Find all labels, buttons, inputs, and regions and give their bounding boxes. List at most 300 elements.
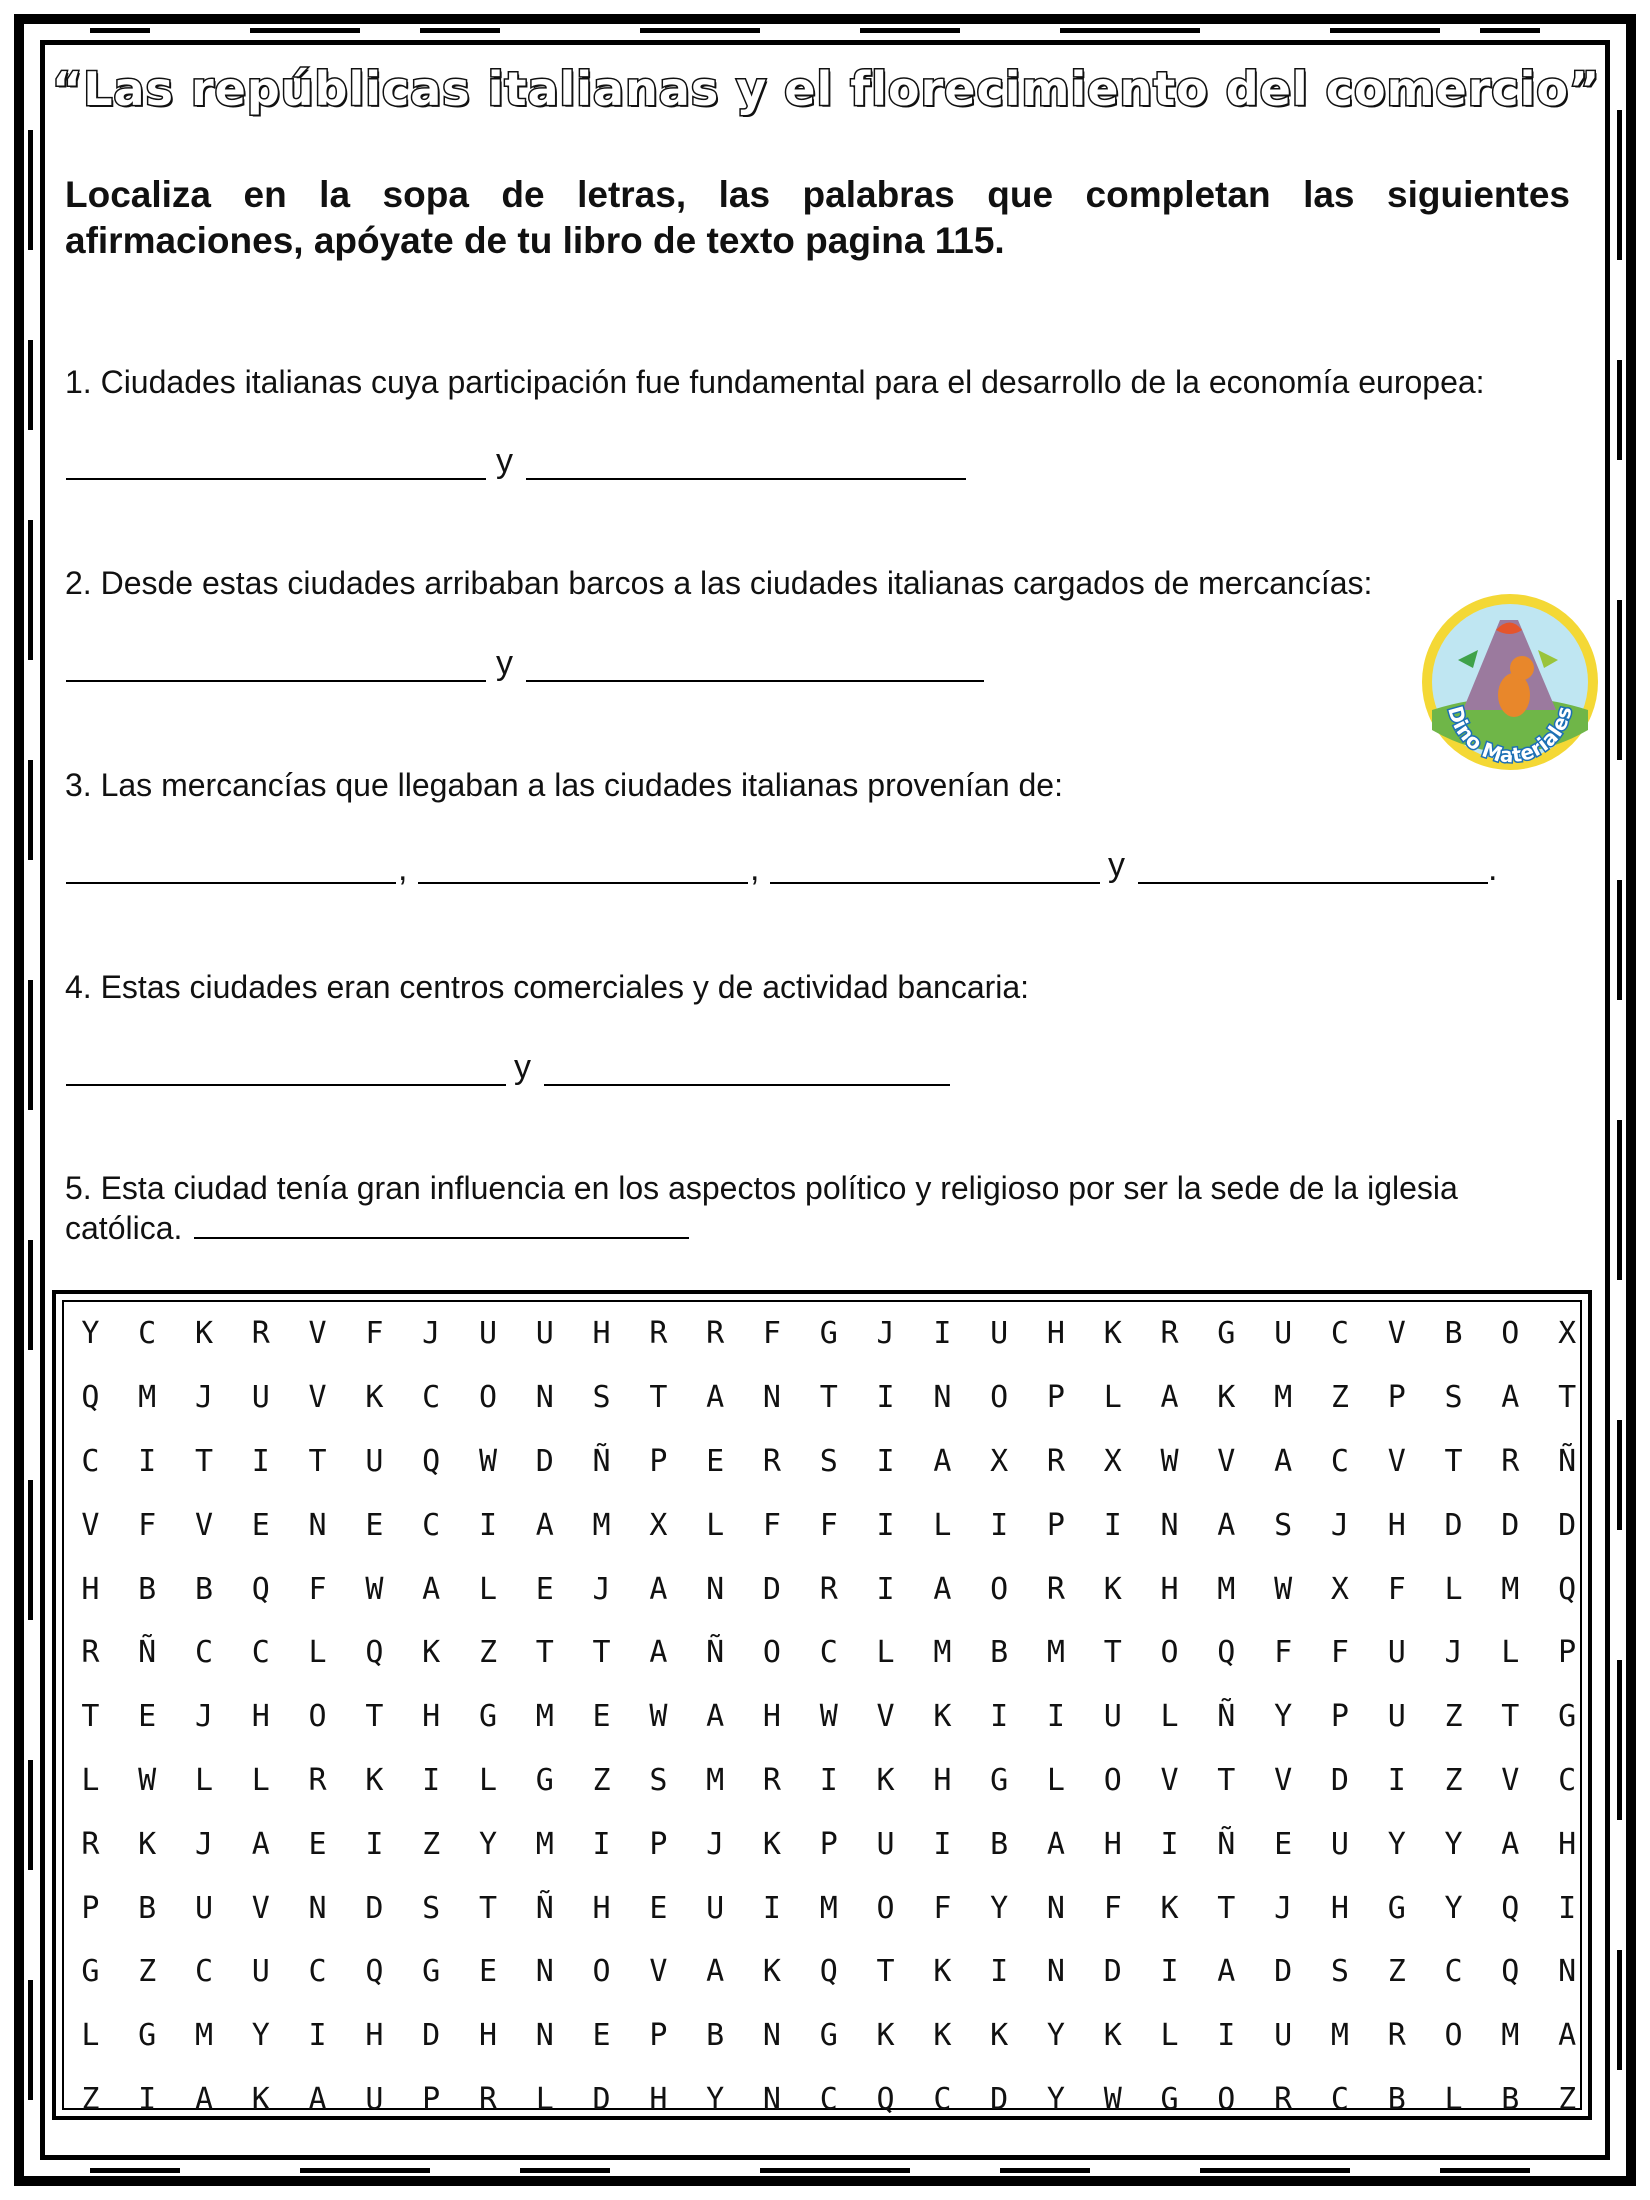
grid-letter[interactable]: R xyxy=(1501,1443,1520,1479)
grid-letter[interactable]: C xyxy=(933,2081,952,2117)
grid-letter[interactable]: H xyxy=(1103,1826,1122,1862)
grid-letter[interactable]: T xyxy=(535,1635,554,1671)
grid-letter[interactable]: U xyxy=(535,1316,554,1352)
grid-letter[interactable]: G xyxy=(990,1762,1009,1798)
grid-letter[interactable]: L xyxy=(478,1762,497,1798)
grid-letter[interactable]: P xyxy=(649,1826,668,1862)
grid-letter[interactable]: A xyxy=(649,1635,668,1671)
grid-letter[interactable]: R xyxy=(819,1571,838,1607)
grid-letter[interactable]: G xyxy=(478,1699,497,1735)
grid-letter[interactable]: V xyxy=(1217,1443,1236,1479)
grid-letter[interactable]: D xyxy=(762,1571,781,1607)
grid-letter[interactable]: V xyxy=(308,1316,327,1352)
grid-letter[interactable]: Q xyxy=(819,1954,838,1990)
grid-letter[interactable]: I xyxy=(876,1507,895,1543)
grid-letter[interactable]: T xyxy=(1217,1890,1236,1926)
grid-letter[interactable]: Z xyxy=(422,1826,441,1862)
grid-letter[interactable]: F xyxy=(138,1507,157,1543)
grid-letter[interactable]: C xyxy=(194,1635,214,1671)
grid-letter[interactable]: L xyxy=(1160,1699,1179,1735)
grid-letter[interactable]: S xyxy=(592,1380,611,1416)
grid-letter[interactable]: V xyxy=(649,1954,668,1990)
grid-letter[interactable]: T xyxy=(1103,1635,1122,1671)
grid-letter[interactable]: K xyxy=(933,2018,952,2054)
grid-letter[interactable]: M xyxy=(1501,1571,1520,1607)
grid-letter[interactable]: H xyxy=(933,1762,952,1798)
grid-letter[interactable]: T xyxy=(194,1443,214,1479)
grid-letter[interactable]: D xyxy=(1103,1954,1122,1990)
grid-letter[interactable]: A xyxy=(1274,1443,1293,1479)
grid-letter[interactable]: E xyxy=(138,1699,157,1735)
grid-letter[interactable]: C xyxy=(422,1380,441,1416)
grid-letter[interactable]: E xyxy=(251,1507,270,1543)
grid-letter[interactable]: U xyxy=(365,2081,384,2117)
grid-letter[interactable]: O xyxy=(308,1699,327,1735)
grid-letter[interactable]: G xyxy=(1387,1890,1406,1926)
grid-letter[interactable]: R xyxy=(762,1762,781,1798)
grid-letter[interactable]: D xyxy=(1274,1954,1293,1990)
grid-letter[interactable]: E xyxy=(308,1826,327,1862)
grid-letter[interactable]: O xyxy=(592,1954,611,1990)
grid-letter[interactable]: D xyxy=(422,2018,441,2054)
grid-letter[interactable]: H xyxy=(251,1699,270,1735)
grid-letter[interactable]: Y xyxy=(1046,2018,1065,2054)
grid-letter[interactable]: I xyxy=(1160,1826,1179,1862)
grid-letter[interactable]: L xyxy=(1501,1635,1520,1671)
grid-letter[interactable]: N xyxy=(535,1380,554,1416)
grid-letter[interactable]: Q xyxy=(1501,1890,1520,1926)
grid-letter[interactable]: T xyxy=(649,1380,668,1416)
grid-letter[interactable]: S xyxy=(1274,1507,1293,1543)
grid-letter[interactable]: Q xyxy=(1501,1954,1520,1990)
grid-letter[interactable]: I xyxy=(819,1762,838,1798)
grid-letter[interactable]: J xyxy=(194,1699,214,1735)
grid-letter[interactable]: I xyxy=(1558,1890,1577,1926)
answer-5-blank[interactable] xyxy=(194,1209,689,1239)
grid-letter[interactable]: X xyxy=(990,1443,1009,1479)
grid-letter[interactable]: U xyxy=(1387,1699,1406,1735)
grid-letter[interactable]: S xyxy=(649,1762,668,1798)
grid-letter[interactable]: H xyxy=(81,1571,100,1607)
grid-letter[interactable]: O xyxy=(478,1380,497,1416)
grid-letter[interactable]: G xyxy=(535,1762,554,1798)
grid-letter[interactable]: I xyxy=(876,1571,895,1607)
grid-letter[interactable]: T xyxy=(1501,1699,1520,1735)
grid-letter[interactable]: I xyxy=(990,1954,1009,1990)
grid-letter[interactable]: D xyxy=(365,1890,384,1926)
grid-letter[interactable]: Q xyxy=(1217,1635,1236,1671)
grid-letter[interactable]: J xyxy=(706,1826,725,1862)
grid-letter[interactable]: P xyxy=(819,1826,838,1862)
grid-letter[interactable]: K xyxy=(933,1699,952,1735)
grid-letter[interactable]: I xyxy=(933,1316,952,1352)
grid-letter[interactable]: T xyxy=(1558,1380,1577,1416)
grid-letter[interactable]: Ñ xyxy=(535,1890,554,1926)
grid-letter[interactable]: T xyxy=(819,1380,838,1416)
grid-letter[interactable]: A xyxy=(1217,1954,1236,1990)
grid-letter[interactable]: Q xyxy=(422,1443,441,1479)
grid-letter[interactable]: Z xyxy=(478,1635,497,1671)
grid-letter[interactable]: F xyxy=(762,1316,781,1352)
grid-letter[interactable]: G xyxy=(138,2018,157,2054)
grid-letter[interactable]: S xyxy=(1330,1954,1349,1990)
grid-letter[interactable]: I xyxy=(138,1443,157,1479)
grid-letter[interactable]: M xyxy=(592,1507,611,1543)
grid-letter[interactable]: J xyxy=(876,1316,895,1352)
grid-letter[interactable]: J xyxy=(1330,1507,1349,1543)
grid-letter[interactable]: A xyxy=(1501,1380,1520,1416)
grid-letter[interactable]: V xyxy=(1160,1762,1179,1798)
grid-letter[interactable]: L xyxy=(535,2081,554,2117)
grid-letter[interactable]: S xyxy=(819,1443,838,1479)
grid-letter[interactable]: G xyxy=(422,1954,441,1990)
grid-letter[interactable]: B xyxy=(990,1826,1009,1862)
grid-letter[interactable]: U xyxy=(1387,1635,1406,1671)
answer-1b-blank[interactable] xyxy=(526,478,966,480)
grid-letter[interactable]: F xyxy=(819,1507,838,1543)
grid-letter[interactable]: Y xyxy=(1444,1890,1463,1926)
grid-letter[interactable]: P xyxy=(1387,1380,1406,1416)
grid-letter[interactable]: O xyxy=(1160,1635,1179,1671)
grid-letter[interactable]: I xyxy=(1046,1699,1065,1735)
grid-letter[interactable]: H xyxy=(422,1699,441,1735)
grid-letter[interactable]: Y xyxy=(1046,2081,1065,2117)
grid-letter[interactable]: I xyxy=(478,1507,497,1543)
grid-letter[interactable]: O xyxy=(1103,1762,1122,1798)
grid-letter[interactable]: I xyxy=(422,1762,441,1798)
grid-letter[interactable]: H xyxy=(1387,1507,1406,1543)
grid-letter[interactable]: I xyxy=(1217,2018,1236,2054)
grid-letter[interactable]: Y xyxy=(81,1316,100,1352)
grid-letter[interactable]: N xyxy=(762,2081,781,2117)
grid-letter[interactable]: U xyxy=(365,1443,384,1479)
grid-letter[interactable]: Z xyxy=(1558,2081,1577,2117)
grid-letter[interactable]: W xyxy=(649,1699,668,1735)
grid-letter[interactable]: O xyxy=(762,1635,781,1671)
grid-letter[interactable]: I xyxy=(762,1890,781,1926)
grid-letter[interactable]: O xyxy=(876,1890,895,1926)
grid-letter[interactable]: L xyxy=(1444,2081,1463,2117)
grid-letter[interactable]: X xyxy=(649,1507,668,1543)
grid-letter[interactable]: Ñ xyxy=(1558,1443,1577,1479)
grid-letter[interactable]: A xyxy=(1046,1826,1065,1862)
grid-letter[interactable]: N xyxy=(1160,1507,1179,1543)
grid-letter[interactable]: Q xyxy=(876,2081,895,2117)
grid-letter[interactable]: I xyxy=(365,1826,384,1862)
grid-letter[interactable]: N xyxy=(1046,1954,1065,1990)
grid-letter[interactable]: R xyxy=(251,1316,270,1352)
grid-letter[interactable]: J xyxy=(194,1380,214,1416)
grid-letter[interactable]: T xyxy=(81,1699,100,1735)
grid-letter[interactable]: W xyxy=(1103,2081,1122,2117)
grid-letter[interactable]: L xyxy=(706,1507,725,1543)
grid-letter[interactable]: M xyxy=(819,1890,838,1926)
grid-letter[interactable]: U xyxy=(1274,2018,1293,2054)
grid-letter[interactable]: P xyxy=(1046,1380,1065,1416)
grid-letter[interactable]: O xyxy=(990,1380,1009,1416)
grid-letter[interactable]: T xyxy=(308,1443,327,1479)
grid-letter[interactable]: P xyxy=(1046,1507,1065,1543)
grid-letter[interactable]: H xyxy=(649,2081,668,2117)
grid-letter[interactable]: L xyxy=(81,1762,100,1798)
grid-letter[interactable]: M xyxy=(1501,2018,1520,2054)
grid-letter[interactable]: F xyxy=(1387,1571,1406,1607)
grid-letter[interactable]: P xyxy=(649,2018,668,2054)
grid-letter[interactable]: W xyxy=(819,1699,838,1735)
grid-letter[interactable]: E xyxy=(592,2018,611,2054)
grid-letter[interactable]: G xyxy=(1558,1699,1577,1735)
grid-letter[interactable]: R xyxy=(478,2081,497,2117)
grid-letter[interactable]: E xyxy=(365,1507,384,1543)
grid-letter[interactable]: M xyxy=(1274,1380,1293,1416)
grid-letter[interactable]: B xyxy=(1444,1316,1463,1352)
grid-letter[interactable]: X xyxy=(1558,1316,1577,1352)
grid-letter[interactable]: U xyxy=(990,1316,1009,1352)
grid-letter[interactable]: C xyxy=(1330,2081,1349,2117)
grid-letter[interactable]: T xyxy=(478,1890,497,1926)
grid-letter[interactable]: N xyxy=(1558,1954,1577,1990)
answer-3c-blank[interactable] xyxy=(770,882,1100,884)
grid-letter[interactable]: R xyxy=(706,1316,725,1352)
grid-letter[interactable]: P xyxy=(422,2081,441,2117)
grid-letter[interactable]: K xyxy=(194,1316,214,1352)
grid-letter[interactable]: X xyxy=(1330,1571,1349,1607)
grid-letter[interactable]: N xyxy=(762,2018,781,2054)
grid-letter[interactable]: Y xyxy=(706,2081,725,2117)
grid-letter[interactable]: C xyxy=(81,1443,100,1479)
grid-letter[interactable]: L xyxy=(1103,1380,1122,1416)
grid-letter[interactable]: U xyxy=(1274,1316,1293,1352)
grid-letter[interactable]: N xyxy=(535,1954,554,1990)
grid-letter[interactable]: M xyxy=(1217,1571,1236,1607)
grid-letter[interactable]: L xyxy=(1046,1762,1065,1798)
grid-letter[interactable]: K xyxy=(990,2018,1009,2054)
grid-letter[interactable]: K xyxy=(762,1954,781,1990)
grid-letter[interactable]: V xyxy=(1274,1762,1293,1798)
grid-letter[interactable]: D xyxy=(1330,1762,1349,1798)
grid-letter[interactable]: D xyxy=(535,1443,554,1479)
grid-letter[interactable]: N xyxy=(535,2018,554,2054)
grid-letter[interactable]: C xyxy=(194,1954,214,1990)
grid-letter[interactable]: F xyxy=(1103,1890,1122,1926)
grid-letter[interactable]: Q xyxy=(365,1954,384,1990)
grid-letter[interactable]: C xyxy=(138,1316,157,1352)
grid-letter[interactable]: A xyxy=(649,1571,668,1607)
grid-letter[interactable]: W xyxy=(1160,1443,1179,1479)
grid-letter[interactable]: Y xyxy=(1387,1826,1406,1862)
grid-letter[interactable]: D xyxy=(1501,1507,1520,1543)
grid-letter[interactable]: L xyxy=(81,2018,100,2054)
grid-letter[interactable]: G xyxy=(1160,2081,1179,2117)
grid-letter[interactable]: A xyxy=(1558,2018,1577,2054)
grid-letter[interactable]: I xyxy=(990,1507,1009,1543)
grid-letter[interactable]: V xyxy=(308,1380,327,1416)
grid-letter[interactable]: U xyxy=(251,1380,270,1416)
grid-letter[interactable]: P xyxy=(1330,1699,1349,1735)
grid-letter[interactable]: E xyxy=(592,1699,611,1735)
grid-letter[interactable]: A xyxy=(535,1507,554,1543)
grid-letter[interactable]: Q xyxy=(365,1635,384,1671)
grid-letter[interactable]: G xyxy=(819,2018,838,2054)
grid-letter[interactable]: E xyxy=(1274,1826,1293,1862)
grid-letter[interactable]: H xyxy=(1330,1890,1349,1926)
grid-letter[interactable]: L xyxy=(876,1635,895,1671)
grid-letter[interactable]: J xyxy=(422,1316,441,1352)
grid-letter[interactable]: J xyxy=(1274,1890,1293,1926)
answer-3d-blank[interactable] xyxy=(1138,882,1488,884)
grid-letter[interactable]: R xyxy=(1046,1571,1065,1607)
grid-letter[interactable]: M xyxy=(535,1826,554,1862)
grid-letter[interactable]: E xyxy=(478,1954,497,1990)
grid-letter[interactable]: F xyxy=(933,1890,952,1926)
answer-3b-blank[interactable] xyxy=(418,882,748,884)
grid-letter[interactable]: K xyxy=(365,1380,384,1416)
grid-letter[interactable]: H xyxy=(1046,1316,1065,1352)
grid-letter[interactable]: K xyxy=(1103,1316,1122,1352)
grid-letter[interactable]: O xyxy=(1501,1316,1520,1352)
grid-letter[interactable]: Z xyxy=(1387,1954,1406,1990)
grid-letter[interactable]: Y xyxy=(990,1890,1009,1926)
grid-letter[interactable]: F xyxy=(365,1316,384,1352)
grid-letter[interactable]: N xyxy=(1046,1890,1065,1926)
grid-letter[interactable]: H xyxy=(592,1316,611,1352)
grid-letter[interactable]: E xyxy=(706,1443,725,1479)
grid-letter[interactable]: W xyxy=(138,1762,157,1798)
grid-letter[interactable]: V xyxy=(1501,1762,1520,1798)
grid-letter[interactable]: F xyxy=(1274,1635,1293,1671)
grid-letter[interactable]: R xyxy=(1387,2018,1406,2054)
grid-letter[interactable]: G xyxy=(819,1316,838,1352)
grid-letter[interactable]: A xyxy=(933,1443,952,1479)
answer-4a-blank[interactable] xyxy=(66,1084,506,1086)
grid-letter[interactable]: K xyxy=(1160,1890,1179,1926)
grid-letter[interactable]: B xyxy=(1501,2081,1520,2117)
grid-letter[interactable]: G xyxy=(81,1954,100,1990)
grid-letter[interactable]: N xyxy=(762,1380,781,1416)
grid-letter[interactable]: M xyxy=(138,1380,157,1416)
grid-letter[interactable]: J xyxy=(592,1571,611,1607)
grid-letter[interactable]: U xyxy=(478,1316,497,1352)
answer-2a-blank[interactable] xyxy=(66,680,486,682)
grid-letter[interactable]: B xyxy=(706,2018,725,2054)
grid-letter[interactable]: I xyxy=(1103,1507,1122,1543)
grid-letter[interactable]: V xyxy=(1387,1316,1406,1352)
grid-letter[interactable]: I xyxy=(933,1826,952,1862)
grid-letter[interactable]: H xyxy=(1160,1571,1179,1607)
grid-letter[interactable]: W xyxy=(1274,1571,1293,1607)
grid-letter[interactable]: B xyxy=(1387,2081,1406,2117)
grid-letter[interactable]: N xyxy=(308,1507,327,1543)
grid-letter[interactable]: I xyxy=(1387,1762,1406,1798)
grid-letter[interactable]: T xyxy=(592,1635,611,1671)
grid-letter[interactable]: A xyxy=(251,1826,270,1862)
grid-letter[interactable]: E xyxy=(535,1571,554,1607)
grid-letter[interactable]: Y xyxy=(478,1826,497,1862)
grid-letter[interactable]: Ñ xyxy=(138,1635,157,1671)
grid-letter[interactable]: Q xyxy=(251,1571,270,1607)
grid-letter[interactable]: C xyxy=(1444,1954,1463,1990)
grid-letter[interactable]: X xyxy=(1103,1443,1122,1479)
grid-letter[interactable]: M xyxy=(535,1699,554,1735)
grid-letter[interactable]: N xyxy=(933,1380,952,1416)
grid-letter[interactable]: K xyxy=(365,1762,384,1798)
grid-letter[interactable]: I xyxy=(308,2018,327,2054)
grid-letter[interactable]: A xyxy=(706,1380,725,1416)
grid-letter[interactable]: H xyxy=(478,2018,497,2054)
grid-letter[interactable]: P xyxy=(1558,1635,1577,1671)
grid-letter[interactable]: D xyxy=(592,2081,611,2117)
grid-letter[interactable]: M xyxy=(933,1635,952,1671)
grid-letter[interactable]: C xyxy=(422,1507,441,1543)
grid-letter[interactable]: J xyxy=(194,1826,214,1862)
grid-letter[interactable]: M xyxy=(1046,1635,1065,1671)
grid-letter[interactable]: C xyxy=(1330,1316,1349,1352)
grid-letter[interactable]: B xyxy=(138,1890,157,1926)
grid-letter[interactable]: D xyxy=(1444,1507,1463,1543)
grid-letter[interactable]: T xyxy=(876,1954,895,1990)
grid-letter[interactable]: Ñ xyxy=(706,1635,725,1671)
grid-letter[interactable]: R xyxy=(81,1826,100,1862)
grid-letter[interactable]: N xyxy=(308,1890,327,1926)
grid-letter[interactable]: J xyxy=(1444,1635,1463,1671)
grid-letter[interactable]: V xyxy=(1387,1443,1406,1479)
grid-letter[interactable]: K xyxy=(762,1826,781,1862)
grid-letter[interactable]: P xyxy=(649,1443,668,1479)
grid-letter[interactable]: Z xyxy=(138,1954,157,1990)
grid-letter[interactable]: Ñ xyxy=(592,1443,611,1479)
grid-letter[interactable]: H xyxy=(365,2018,384,2054)
grid-letter[interactable]: W xyxy=(478,1443,497,1479)
answer-1a-blank[interactable] xyxy=(66,478,486,480)
grid-letter[interactable]: C xyxy=(308,1954,327,1990)
grid-letter[interactable]: F xyxy=(1330,1635,1349,1671)
grid-letter[interactable]: L xyxy=(251,1762,270,1798)
grid-letter[interactable]: M xyxy=(706,1762,725,1798)
grid-letter[interactable]: I xyxy=(592,1826,611,1862)
grid-letter[interactable]: I xyxy=(138,2081,157,2117)
grid-letter[interactable]: A xyxy=(706,1954,725,1990)
grid-letter[interactable]: R xyxy=(762,1443,781,1479)
grid-letter[interactable]: I xyxy=(251,1443,270,1479)
grid-letter[interactable]: G xyxy=(1217,1316,1236,1352)
grid-letter[interactable]: Z xyxy=(1444,1699,1463,1735)
grid-letter[interactable]: A xyxy=(422,1571,441,1607)
grid-letter[interactable]: I xyxy=(1160,1954,1179,1990)
grid-letter[interactable]: Z xyxy=(592,1762,611,1798)
grid-letter[interactable]: K xyxy=(876,2018,895,2054)
grid-letter[interactable]: R xyxy=(308,1762,327,1798)
grid-letter[interactable]: A xyxy=(308,2081,327,2117)
grid-letter[interactable]: V xyxy=(251,1890,270,1926)
grid-letter[interactable]: K xyxy=(1103,1571,1122,1607)
grid-letter[interactable]: S xyxy=(1444,1380,1463,1416)
grid-letter[interactable]: K xyxy=(422,1635,441,1671)
grid-letter[interactable]: B xyxy=(194,1571,214,1607)
grid-letter[interactable]: H xyxy=(592,1890,611,1926)
grid-letter[interactable]: K xyxy=(1103,2018,1122,2054)
grid-letter[interactable]: I xyxy=(876,1443,895,1479)
grid-letter[interactable]: R xyxy=(1046,1443,1065,1479)
answer-2b-blank[interactable] xyxy=(526,680,984,682)
grid-letter[interactable]: Ñ xyxy=(1217,1826,1236,1862)
grid-letter[interactable]: R xyxy=(81,1635,100,1671)
grid-letter[interactable]: V xyxy=(81,1507,100,1543)
grid-letter[interactable]: B xyxy=(990,1635,1009,1671)
grid-letter[interactable]: A xyxy=(933,1571,952,1607)
grid-letter[interactable]: U xyxy=(706,1890,725,1926)
grid-letter[interactable]: Z xyxy=(1330,1380,1349,1416)
grid-letter[interactable]: K xyxy=(933,1954,952,1990)
